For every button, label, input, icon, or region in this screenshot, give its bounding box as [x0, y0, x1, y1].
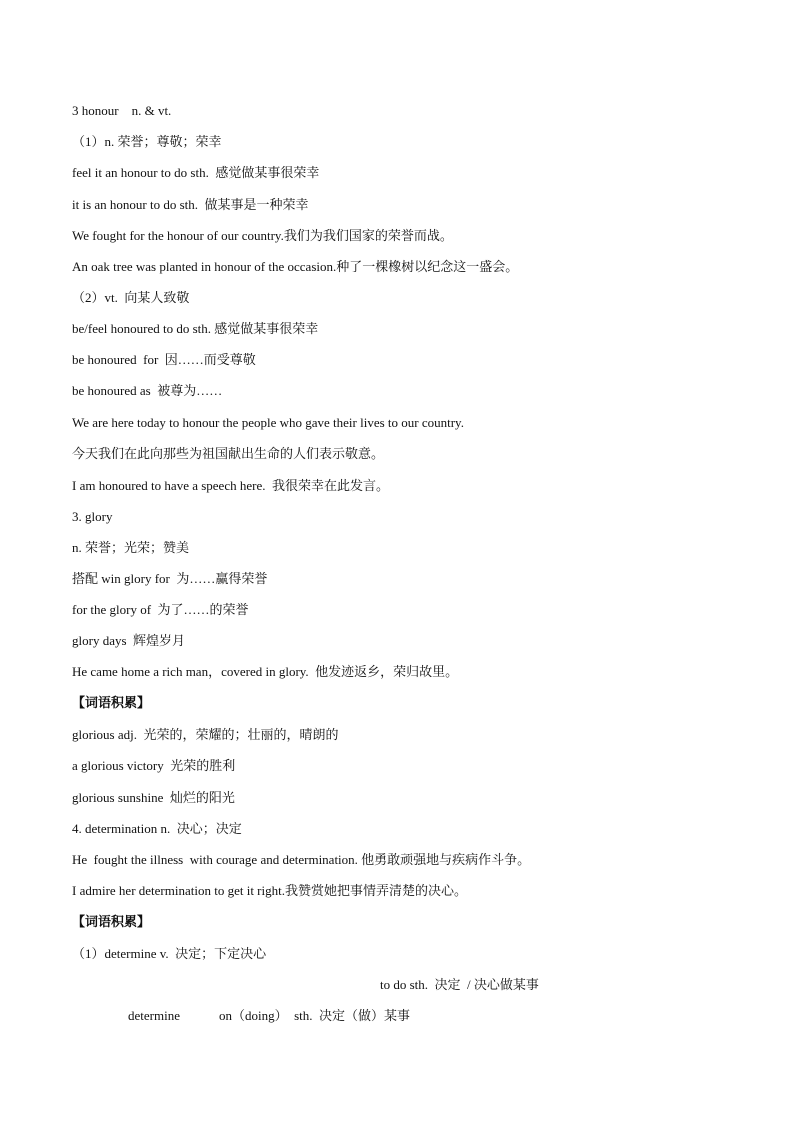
example-sentence: We are here today to honour the people who gave their lives to our country. [72, 415, 464, 430]
definition-line: n. 荣誉；光荣；赞美 [72, 540, 190, 555]
example-sentence: An oak tree was planted in honour of the occasion.种了一棵橡树以纪念这一盛会。 [72, 259, 519, 274]
sense-heading: （2）vt. 向某人致敬 [72, 290, 190, 305]
example-sentence: I am honoured to have a speech here. 我很荣幸在此发言。 [72, 478, 389, 493]
phrase-line: be/feel honoured to do sth. 感觉做某事很荣幸 [72, 321, 319, 336]
example-sentence: He came home a rich man，covered in glory. 他发迹返乡，荣归故里。 [72, 664, 459, 679]
entry-heading-determination: 4. determination n. 决心；决定 [72, 821, 242, 836]
example-sentence: We fought for the honour of our country.我们为我们国家的荣誉而战。 [72, 228, 453, 243]
phrase-line: determine on（doing） sth. 决定（做）某事 [128, 1008, 411, 1023]
phrase-line: a glorious victory 光荣的胜利 [72, 758, 236, 773]
entry-heading-honour: 3 honour n. & vt. [72, 103, 172, 118]
phrase-line: to do sth. 决定 / 决心做某事 [380, 977, 539, 992]
sense-heading: （1）determine v. 决定；下定决心 [72, 946, 267, 961]
section-heading-vocabulary: 【词语积累】 [72, 914, 151, 929]
phrase-line: be honoured as 被尊为…… [72, 383, 223, 398]
phrase-line: feel it an honour to do sth. 感觉做某事很荣幸 [72, 165, 320, 180]
example-sentence: He fought the illness with courage and determination. 他勇敢顽强地与疾病作斗争。 [72, 852, 531, 867]
example-translation: 今天我们在此向那些为祖国献出生命的人们表示敬意。 [72, 446, 385, 461]
section-heading-vocabulary: 【词语积累】 [72, 695, 151, 710]
phrase-line: glory days 辉煌岁月 [72, 633, 186, 648]
sense-heading: （1）n. 荣誉；尊敬；荣幸 [72, 134, 222, 149]
phrase-line: it is an honour to do sth. 做某事是一种荣幸 [72, 197, 309, 212]
collocation-line: 搭配 win glory for 为……赢得荣誉 [72, 571, 268, 586]
phrase-line: be honoured for 因……而受尊敬 [72, 352, 256, 367]
example-sentence: I admire her determination to get it right.我赞赏她把事情弄清楚的决心。 [72, 883, 467, 898]
phrase-line: glorious sunshine 灿烂的阳光 [72, 790, 235, 805]
entry-heading-glory: 3. glory [72, 509, 113, 524]
definition-line: glorious adj. 光荣的，荣耀的；壮丽的，晴朗的 [72, 727, 339, 742]
phrase-line: for the glory of 为了……的荣誉 [72, 602, 249, 617]
